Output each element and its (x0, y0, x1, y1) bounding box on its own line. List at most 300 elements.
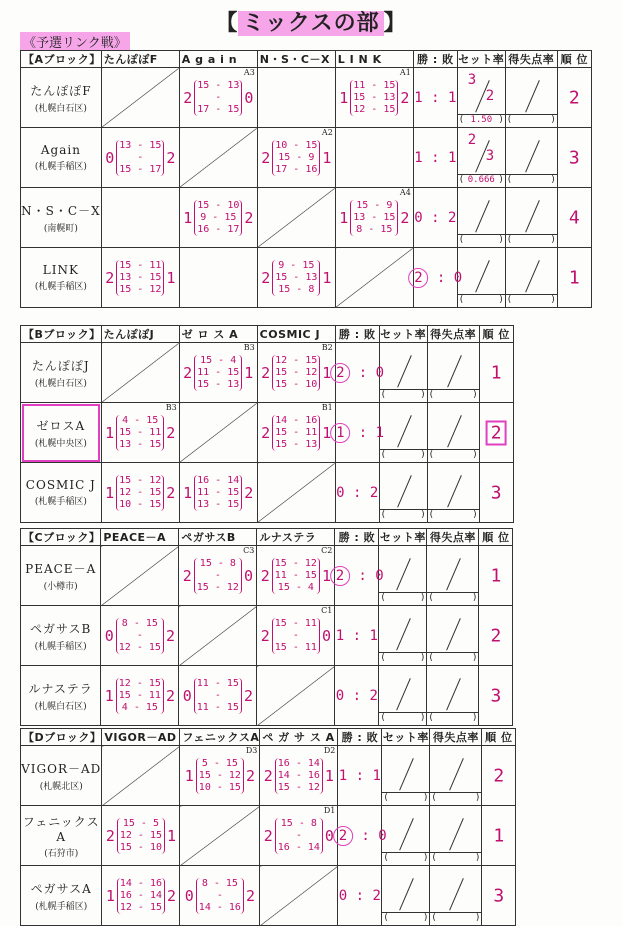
set-rate-cell (379, 463, 427, 523)
paren-open: ( (429, 510, 434, 520)
team-name: ペガサスB (30, 621, 92, 636)
set-rate-header: セット率 (382, 729, 430, 746)
match-score (257, 558, 334, 594)
set-rate-ratio (379, 592, 426, 605)
sets-won-right: 2 (244, 483, 254, 502)
win-loss-value: 1 : 1 (335, 627, 378, 644)
rank-cell (557, 128, 591, 188)
block-table-1 (20, 325, 514, 523)
match-cell (260, 806, 338, 866)
match-cell (101, 606, 179, 666)
match-code: D3 (245, 746, 258, 755)
set-score: - (137, 151, 144, 163)
sets-won-left: 0 (182, 686, 192, 705)
column-team-header: ゼ ロ ス A (179, 326, 257, 343)
set-score: 12 - 15 (118, 641, 161, 653)
set-score: 15 - 12 (275, 366, 318, 378)
set-score: - (214, 689, 221, 701)
point-rate-cell (427, 666, 479, 726)
match-cell (179, 666, 257, 726)
match-score (102, 475, 179, 511)
team-location: (札幌手稲区) (34, 641, 87, 652)
set-score: 15 - 8 (278, 283, 315, 295)
set-score: 15 - 12 (198, 769, 241, 781)
win-loss-header: 勝 : 敗 (338, 729, 382, 746)
set-rate-ratio (382, 792, 429, 805)
match-score (102, 140, 179, 176)
set-score: 15 - 12 (277, 781, 320, 793)
rank-cell (482, 746, 516, 806)
team-cell (21, 248, 102, 308)
match-score (101, 618, 178, 654)
set-score: 15 - 13 (197, 79, 240, 91)
team-cell (21, 666, 101, 726)
team-name: PEACE－A (25, 561, 97, 576)
rank-cell (482, 866, 516, 926)
rank-value: 1 (490, 362, 502, 383)
match-code: D2 (323, 746, 336, 755)
win-loss-value: 1 : 1 (330, 423, 384, 443)
set-score: 4 - 15 (121, 701, 158, 713)
team-location: (札幌手稲区) (34, 282, 87, 292)
win-loss-cell (338, 806, 387, 866)
set-score: 15 - 17 (119, 163, 162, 175)
set-rate-cell (457, 248, 505, 308)
set-score: 15 - 11 (118, 689, 161, 701)
match-cell (179, 343, 257, 403)
sets-won-right: 2 (166, 148, 176, 167)
match-cell (179, 463, 257, 523)
paren-close: ) (499, 235, 503, 245)
paren-close: ) (423, 793, 428, 803)
set-score: 12 - 15 (118, 677, 161, 689)
losses-value: 2 (447, 209, 457, 226)
team-location: (札幌北区) (39, 781, 83, 792)
set-rate-ratio (458, 114, 505, 127)
match-score (336, 80, 413, 116)
losses-value: 1 (447, 149, 457, 166)
set-scores (116, 260, 164, 296)
losses-value: 2 (369, 484, 379, 501)
sets-won-right: 1 (167, 826, 177, 845)
sets-won-right: 1 (321, 566, 331, 585)
set-rate-ratio (379, 652, 426, 665)
match-cell (179, 546, 257, 606)
match-score (101, 678, 178, 714)
team-cell (21, 606, 101, 666)
set-scores (194, 475, 242, 511)
team-name: フェニックスA (22, 814, 100, 844)
diagonal-cell (180, 806, 260, 866)
table-row (21, 806, 516, 866)
paren-open: ( (507, 115, 512, 125)
set-score: 13 - 15 (119, 139, 162, 151)
set-rate-cell (379, 606, 427, 666)
team-name: Again (40, 143, 81, 157)
sets-won-left: 2 (260, 566, 270, 585)
column-team-header: たんぽぽF (101, 51, 179, 68)
set-scores (194, 558, 242, 594)
win-loss-value: 2 : 0 (408, 268, 462, 288)
paren-open: ( (381, 653, 385, 663)
paren-close: ) (423, 913, 428, 923)
set-score: 15 - 9 (356, 199, 393, 211)
match-cell (101, 188, 179, 248)
match-cell (335, 128, 413, 188)
set-lost: 2 (485, 88, 495, 104)
sets-won-right: 0 (244, 88, 254, 107)
set-score: - (214, 569, 221, 581)
block-name: 【Aブロック】 (21, 51, 102, 68)
paren-close: ) (472, 593, 477, 603)
win-loss-cell (413, 248, 463, 308)
match-cell (102, 806, 180, 866)
win-loss-value: 0 : 2 (336, 484, 379, 501)
column-team-header: PEACE－A (101, 529, 179, 546)
team-location: (小樽市) (43, 581, 78, 592)
set-rate-ratio (458, 234, 505, 247)
column-team-header: ペガサスB (179, 529, 257, 546)
diagonal-cell (257, 666, 335, 726)
wins-value: 0 (336, 484, 345, 501)
diagonal-cell (335, 248, 413, 308)
rank-value: 1 (493, 825, 505, 846)
team-location: (石狩市) (44, 848, 79, 859)
sets-won-left: 1 (104, 686, 114, 705)
block-name: 【Cブロック】 (21, 529, 101, 546)
set-score: - (215, 91, 222, 103)
diagonal-cell (179, 403, 257, 463)
wins-value: 1 (338, 767, 348, 784)
match-score (102, 415, 179, 451)
team-location: (札幌手稲区) (34, 497, 87, 507)
set-score: 12 - 15 (119, 901, 162, 913)
wins-value: 1 (335, 627, 345, 644)
win-loss-value: 1 : 1 (414, 149, 457, 166)
point-rate-cell (427, 606, 479, 666)
set-score: 11 - 15 (197, 366, 240, 378)
set-scores (116, 678, 164, 714)
match-cell (257, 248, 335, 308)
sets-won-left: 1 (183, 208, 193, 227)
match-score (257, 618, 334, 654)
set-rate-value: 1.50 (470, 115, 493, 125)
set-scores (272, 558, 320, 594)
point-rate-cell (430, 746, 482, 806)
sets-won-left: 2 (260, 626, 270, 645)
sets-won-right: 2 (166, 423, 176, 442)
point-rate-ratio (506, 294, 557, 307)
point-rate-ratio (428, 389, 479, 402)
set-score: 15 - 9 (278, 151, 315, 163)
point-rate-cell (427, 463, 479, 523)
rank-value: 4 (568, 207, 580, 228)
set-scores (275, 758, 323, 794)
paren-open: ( (432, 793, 436, 803)
set-rate-header: セット率 (379, 326, 427, 343)
rank-cell (557, 248, 591, 308)
paren-open: ( (432, 853, 436, 863)
diagonal-cell (102, 746, 180, 806)
paren-close: ) (472, 713, 477, 723)
win-loss-value: 2 : 0 (330, 363, 384, 383)
match-cell (335, 188, 413, 248)
diagonal-cell (260, 866, 338, 926)
set-score: 15 - 13 (275, 438, 318, 450)
set-score: 11 - 15 (197, 486, 240, 498)
table-row (21, 866, 516, 926)
paren-close: ) (551, 235, 555, 245)
wins-value: 0 (338, 887, 348, 904)
match-cell (257, 606, 335, 666)
wins-value: 2 (330, 566, 350, 586)
match-cell (179, 248, 257, 308)
rank-value: 3 (568, 147, 580, 168)
set-scores (272, 140, 320, 176)
set-score: 16 - 17 (197, 223, 240, 235)
set-score: 8 - 15 (356, 223, 393, 235)
win-loss-header: 勝 : 敗 (335, 326, 379, 343)
point-rate-header: 得失点率 (505, 51, 557, 68)
team-cell (21, 403, 102, 463)
sets-won-right: 2 (166, 483, 176, 502)
sets-won-right: 2 (243, 686, 253, 705)
table-row (21, 248, 592, 308)
set-rate-header: セット率 (457, 51, 505, 68)
point-rate-cell (505, 248, 557, 308)
win-loss-cell (335, 546, 384, 606)
wins-value: 2 (330, 363, 350, 383)
set-score: 15 - 10 (197, 199, 240, 211)
team-name: たんぽぽJ (31, 358, 90, 373)
match-code: D1 (323, 806, 336, 815)
match-score (180, 80, 257, 116)
paren-open: ( (381, 593, 385, 603)
set-rate-cell (379, 403, 427, 463)
match-cell (101, 463, 179, 523)
set-rate-cell (379, 343, 427, 403)
match-code: B3 (165, 403, 177, 412)
set-score: 12 - 15 (353, 103, 396, 115)
match-score (258, 140, 335, 176)
win-loss-cell (338, 746, 382, 806)
title-close-bracket: 】 (383, 11, 407, 36)
win-loss-value: 2 : 0 (330, 566, 384, 586)
match-cell (101, 248, 179, 308)
point-rate-cell (505, 188, 557, 248)
table-row (21, 463, 514, 523)
team-cell (21, 68, 102, 128)
set-rate-cell (379, 666, 427, 726)
set-score: - (136, 629, 143, 641)
rank-cell (482, 806, 516, 866)
match-score (179, 678, 256, 714)
set-scores (194, 200, 242, 236)
paren-open: ( (384, 853, 388, 863)
point-rate-header: 得失点率 (427, 529, 479, 546)
column-team-header: たんぽぽJ (101, 326, 179, 343)
sets-won-right: 2 (245, 886, 255, 905)
set-score: 11 - 15 (274, 569, 317, 581)
paren-open: ( (429, 390, 434, 400)
point-rate-ratio (430, 912, 481, 925)
set-score: 15 - 13 (275, 271, 318, 283)
paren-close: ) (423, 853, 428, 863)
paren-close: ) (473, 450, 477, 460)
win-loss-header: 勝 : 敗 (413, 51, 457, 68)
paren-close: ) (551, 295, 555, 305)
team-name: ペガサスA (30, 881, 92, 896)
win-loss-value: 2 : 0 (333, 826, 387, 846)
set-rate-ratio (380, 449, 427, 462)
set-score: 13 - 15 (119, 438, 162, 450)
set-rate-cell (382, 746, 430, 806)
set-score: 17 - 16 (275, 163, 318, 175)
set-score: 15 - 12 (274, 557, 317, 569)
wins-value: 1 (330, 423, 350, 443)
paren-close: ) (475, 853, 480, 863)
set-rate-ratio (458, 294, 505, 307)
match-code: B3 (243, 343, 255, 352)
set-score: 14 - 16 (119, 877, 162, 889)
set-won: 2 (467, 132, 477, 148)
losses-value: 2 (372, 887, 381, 904)
team-cell (21, 806, 102, 866)
losses-value: 1 (447, 89, 457, 106)
paren-open: ( (429, 593, 433, 603)
match-code: A3 (243, 68, 255, 77)
set-score: 15 - 13 (353, 91, 396, 103)
sets-won-left: 1 (183, 483, 193, 502)
rank-cell (557, 68, 591, 128)
match-score (180, 200, 257, 236)
set-score: - (216, 889, 223, 901)
point-rate-cell (427, 343, 479, 403)
set-score: 4 - 15 (122, 414, 159, 426)
set-score: 15 - 11 (274, 617, 317, 629)
sets-won-right: 2 (167, 886, 177, 905)
sets-won-left: 2 (261, 148, 271, 167)
match-cell (101, 403, 179, 463)
team-cell (21, 188, 102, 248)
set-scores (272, 260, 320, 296)
win-loss-cell (413, 128, 457, 188)
set-score: 17 - 15 (197, 103, 240, 115)
match-code: A1 (399, 68, 411, 77)
sets-won-right: 1 (322, 268, 332, 287)
paren-close: ) (421, 510, 425, 520)
match-score (102, 260, 179, 296)
sets-won-right: 2 (165, 686, 175, 705)
set-score: 15 - 8 (280, 817, 317, 829)
set-score: 10 - 15 (198, 781, 241, 793)
set-rate-header: セット率 (379, 529, 427, 546)
set-score: 15 - 5 (122, 817, 159, 829)
set-scores (272, 355, 320, 391)
match-cell (179, 188, 257, 248)
match-cell (257, 546, 335, 606)
set-rate-ratio (380, 389, 427, 402)
sets-won-right: 2 (400, 208, 410, 227)
match-cell (101, 666, 179, 726)
set-score: 8 - 15 (201, 877, 238, 889)
match-score (180, 475, 257, 511)
diagonal-cell (179, 128, 257, 188)
sets-won-left: 2 (261, 268, 271, 287)
point-rate-cell (505, 68, 557, 128)
rank-value: 3 (490, 685, 502, 706)
column-team-header: L I N K (335, 51, 413, 68)
set-rate-cell (379, 546, 427, 606)
rank-value: 2 (486, 420, 507, 445)
sets-won-left: 2 (105, 826, 115, 845)
set-score: 15 - 10 (119, 841, 162, 853)
match-code: B2 (321, 343, 333, 352)
rank-cell (479, 666, 513, 726)
set-score: 14 - 16 (198, 901, 241, 913)
wins-value: 1 (414, 89, 423, 106)
match-code: B1 (321, 403, 333, 412)
sets-won-left: 1 (339, 88, 349, 107)
column-team-header: フェニックスA (180, 729, 260, 746)
team-cell (21, 128, 102, 188)
sets-won-left: 0 (104, 626, 114, 645)
set-rate-cell (382, 806, 430, 866)
paren-close: ) (499, 295, 503, 305)
paren-open: ( (507, 295, 512, 305)
paren-close: ) (420, 593, 425, 603)
match-cell (180, 866, 260, 926)
set-score: 15 - 10 (275, 378, 318, 390)
set-score: 14 - 16 (277, 769, 320, 781)
point-rate-cell (427, 546, 479, 606)
rank-value: 2 (490, 625, 502, 646)
column-team-header: N・S・C－X (257, 51, 335, 68)
set-score: 5 - 15 (201, 757, 238, 769)
point-rate-cell (505, 128, 557, 188)
set-score: 9 - 15 (200, 211, 237, 223)
set-rate-ratio (382, 912, 429, 925)
set-score: 15 - 4 (200, 354, 237, 366)
paren-open: ( (459, 175, 464, 185)
sets-won-right: 2 (400, 88, 410, 107)
sets-won-right: 2 (244, 208, 254, 227)
diagonal-cell (257, 463, 335, 523)
set-score: 15 - 13 (197, 378, 240, 390)
team-location: (札幌手稲区) (34, 162, 87, 172)
table-row (21, 68, 592, 128)
set-scores (350, 80, 398, 116)
rank-value: 2 (568, 87, 580, 108)
match-score (258, 355, 335, 391)
set-score: - (292, 629, 299, 641)
losses-value: 1 (372, 767, 381, 784)
set-score: 13 - 15 (197, 498, 240, 510)
paren-close: ) (420, 653, 425, 663)
match-score (180, 758, 259, 794)
team-name: ルナステラ (28, 681, 93, 696)
set-rate-ratio (379, 712, 426, 725)
point-rate-ratio (506, 174, 557, 187)
match-score (258, 415, 335, 451)
team-name: VIGOR－AD (21, 761, 102, 776)
sets-won-left: 2 (183, 88, 193, 107)
set-score: 13 - 15 (119, 271, 162, 283)
rank-value: 1 (568, 267, 580, 288)
rank-cell (479, 606, 513, 666)
set-rate-value: 0.666 (467, 175, 495, 185)
rank-value: 1 (490, 565, 502, 586)
